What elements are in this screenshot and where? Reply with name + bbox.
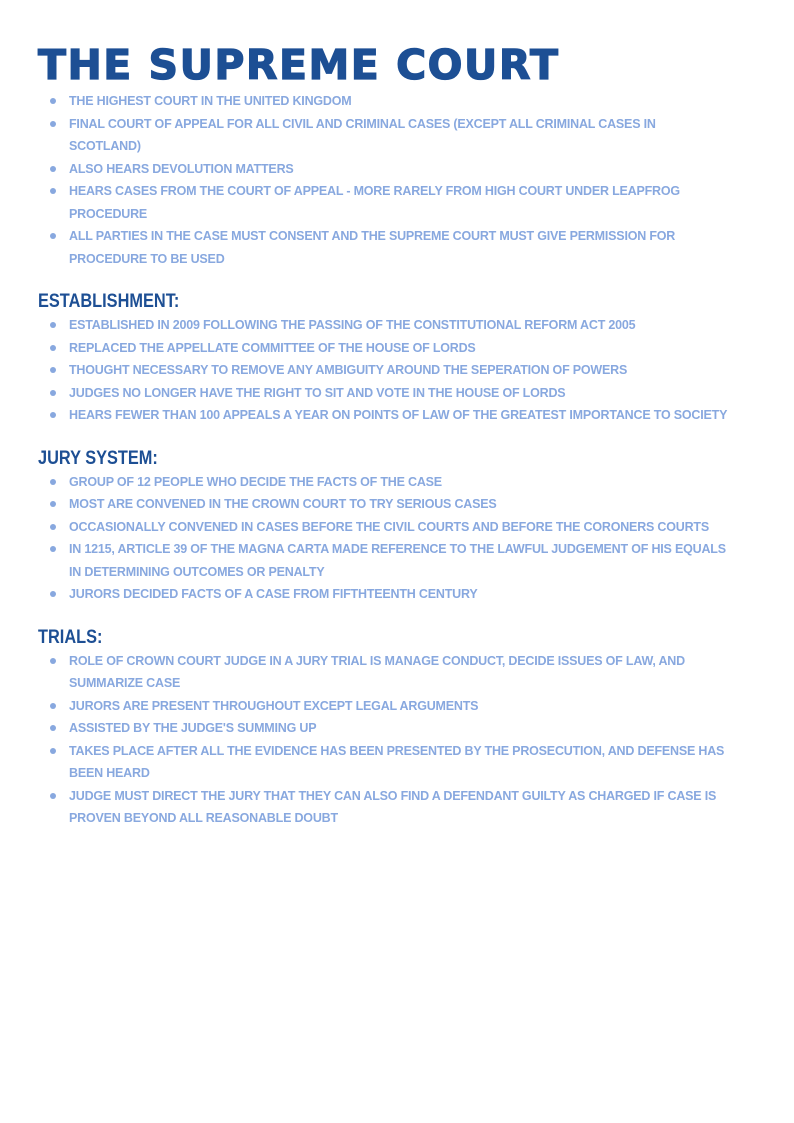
list-item — [38, 583, 756, 606]
list-item-text: JURORS DECIDED FACTS OF A CASE FROM FIFTHTEENTH CENTURY — [69, 587, 478, 601]
bullet-dot-icon — [50, 367, 56, 373]
list-item — [38, 337, 756, 360]
list-item-text: ESTABLISHED IN 2009 FOLLOWING THE PASSING OF THE CONSTITUTIONAL REFORM ACT 2005 — [69, 318, 636, 332]
list-item — [38, 740, 756, 785]
list-item-text: HEARS CASES FROM THE COURT OF APPEAL - MORE RARELY FROM HIGH COURT UNDER LEAPFROG PROCEDURE — [69, 184, 680, 221]
list-item — [38, 158, 756, 181]
list-item — [38, 359, 756, 382]
bullet-dot-icon — [50, 793, 56, 799]
list-item-text: ASSISTED BY THE JUDGE'S SUMMING UP — [69, 721, 317, 735]
list-item-text: THOUGHT NECESSARY TO REMOVE ANY AMBIGUITY AROUND THE SEPERATION OF POWERS — [69, 363, 628, 377]
list-item-text: ALL PARTIES IN THE CASE MUST CONSENT AND THE SUPREME COURT MUST GIVE PERMISSION FOR PROCEDURE TO BE USED — [69, 229, 676, 266]
section-heading-establishment: ESTABLISHMENT: — [38, 291, 180, 312]
bullet-dot-icon — [50, 658, 56, 664]
establishment-bullet-list — [38, 314, 756, 427]
list-item — [38, 695, 756, 718]
bullet-dot-icon — [50, 166, 56, 172]
bullet-dot-icon — [50, 345, 56, 351]
section-heading-jury-system: JURY SYSTEM: — [38, 447, 158, 469]
bullet-dot-icon — [50, 748, 56, 754]
list-item — [38, 382, 756, 405]
trials-bullet-list — [38, 650, 756, 830]
list-item — [38, 493, 756, 516]
bullet-dot-icon — [50, 479, 56, 485]
list-item — [38, 113, 756, 158]
list-item — [38, 225, 756, 270]
bullet-dot-icon — [50, 591, 56, 597]
bullet-dot-icon — [50, 546, 56, 552]
intro-bullet-list — [38, 90, 756, 270]
list-item-text: HEARS FEWER THAN 100 APPEALS A YEAR ON POINTS OF LAW OF THE GREATEST IMPORTANCE TO SOCIETY — [69, 408, 728, 422]
list-item — [38, 785, 756, 830]
list-item-text: THE HIGHEST COURT IN THE UNITED KINGDOM — [69, 94, 352, 108]
list-item-text: GROUP OF 12 PEOPLE WHO DECIDE THE FACTS OF THE CASE — [69, 474, 442, 489]
bullet-dot-icon — [50, 121, 56, 127]
list-item-text: TAKES PLACE AFTER ALL THE EVIDENCE HAS BEEN PRESENTED BY THE PROSECUTION, AND DEFENSE HAS BEEN HEARD — [69, 743, 725, 780]
bullet-dot-icon — [50, 98, 56, 104]
bullet-dot-icon — [50, 322, 56, 328]
bullet-dot-icon — [50, 524, 56, 530]
bullet-dot-icon — [50, 390, 56, 396]
section-heading-trials: TRIALS: — [38, 626, 103, 648]
list-item-text: JURORS ARE PRESENT THROUGHOUT EXCEPT LEGAL ARGUMENTS — [69, 698, 479, 713]
bullet-dot-icon — [50, 233, 56, 239]
list-item-text: JUDGES NO LONGER HAVE THE RIGHT TO SIT AND VOTE IN THE HOUSE OF LORDS — [69, 385, 566, 400]
list-item — [38, 471, 756, 494]
page-title: THE SUPREME COURT — [38, 41, 560, 89]
list-item — [38, 516, 756, 539]
list-item-text: OCCASIONALLY CONVENED IN CASES BEFORE THE CIVIL COURTS AND BEFORE THE CORONERS COURTS — [69, 519, 710, 534]
list-item-text: JUDGE MUST DIRECT THE JURY THAT THEY CAN ALSO FIND A DEFENDANT GUILTY AS CHARGED IF CASE IS PROVEN BEYOND ALL REASONABLE DOUBT — [69, 788, 717, 825]
list-item — [38, 180, 756, 225]
list-item — [38, 650, 756, 695]
bullet-dot-icon — [50, 725, 56, 731]
bullet-dot-icon — [50, 501, 56, 507]
list-item-text: IN 1215, ARTICLE 39 OF THE MAGNA CARTA MADE REFERENCE TO THE LAWFUL JUDGEMENT OF HIS EQUALS IN DETERMINING OUTCOMES OR PENALTY — [69, 542, 726, 579]
list-item — [38, 717, 756, 740]
bullet-dot-icon — [50, 188, 56, 194]
list-item-text: MOST ARE CONVENED IN THE CROWN COURT TO TRY SERIOUS CASES — [69, 497, 497, 511]
list-item — [38, 314, 756, 337]
list-item-text: ALSO HEARS DEVOLUTION MATTERS — [69, 161, 294, 176]
list-item — [38, 538, 756, 583]
bullet-dot-icon — [50, 412, 56, 418]
list-item — [38, 90, 756, 113]
list-item-text: REPLACED THE APPELLATE COMMITTEE OF THE HOUSE OF LORDS — [69, 340, 476, 355]
list-item — [38, 404, 756, 427]
list-item-text: ROLE OF CROWN COURT JUDGE IN A JURY TRIAL IS MANAGE CONDUCT, DECIDE ISSUES OF LAW, AND SUMMARIZE CASE — [69, 653, 685, 690]
list-item-text: FINAL COURT OF APPEAL FOR ALL CIVIL AND CRIMINAL CASES (EXCEPT ALL CRIMINAL CASES IN SCOTLAND) — [69, 116, 656, 153]
bullet-dot-icon — [50, 703, 56, 709]
jury-system-bullet-list — [38, 471, 756, 606]
